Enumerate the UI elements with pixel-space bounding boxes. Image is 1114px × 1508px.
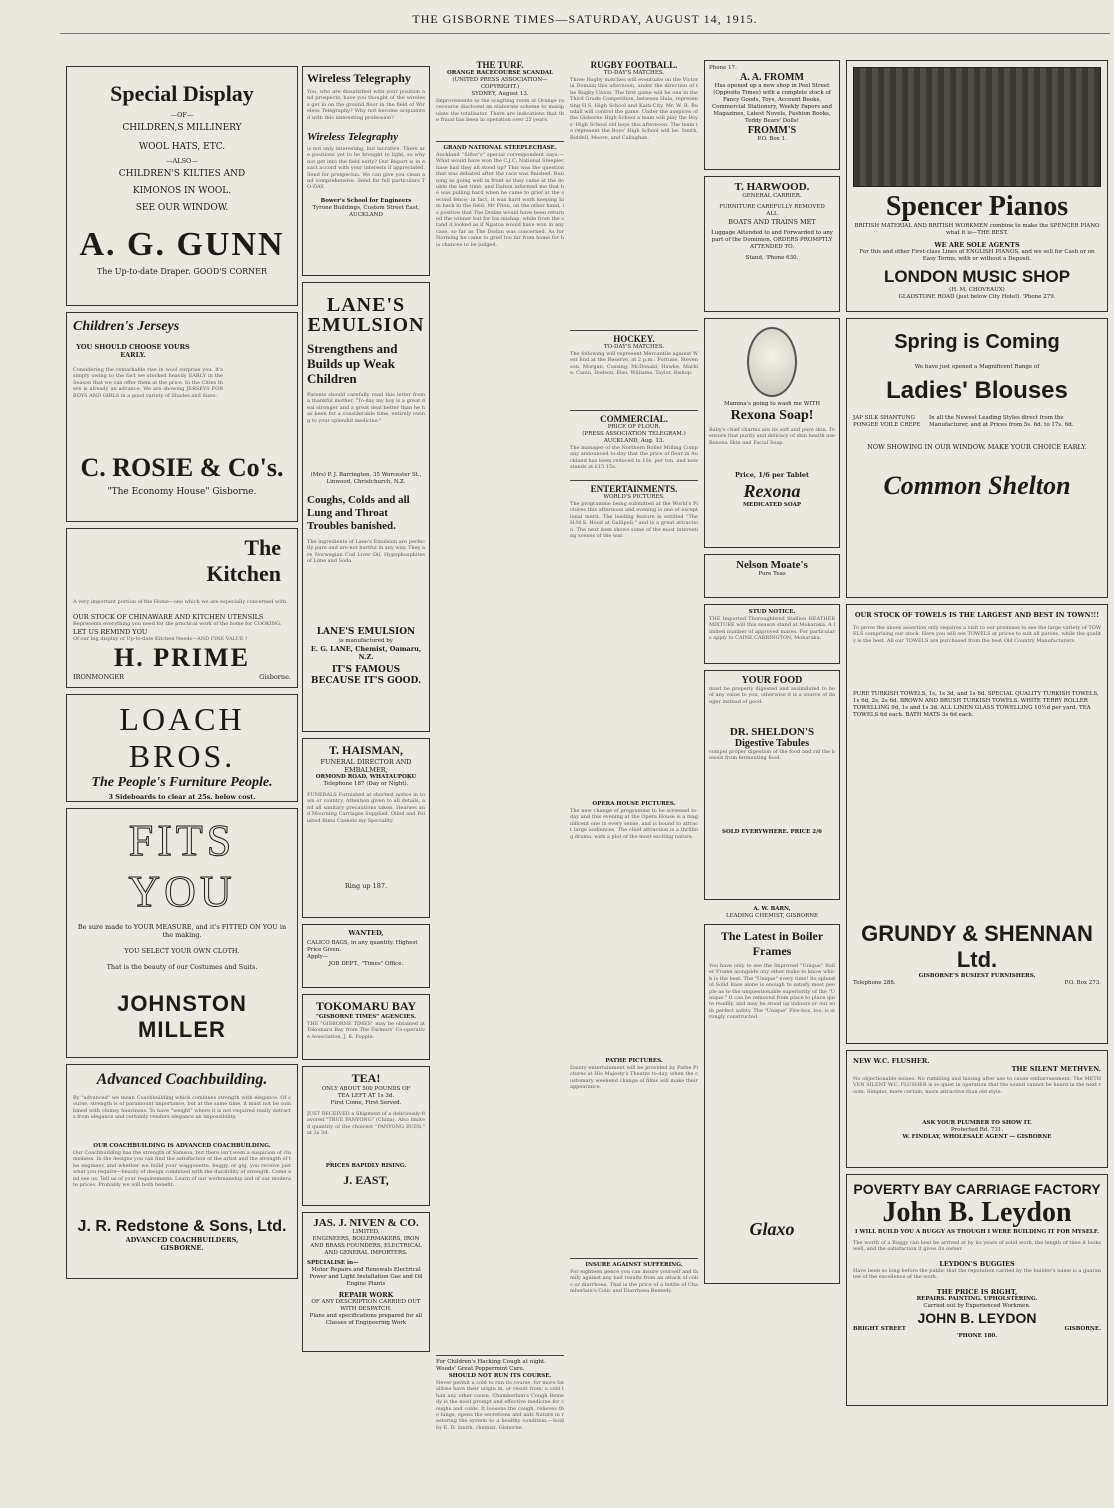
ad-sub: OUR COACHBUILDING IS ADVANCED COACHBUILDING. bbox=[93, 1143, 271, 1149]
ad-po: P.O. Box 273. bbox=[1064, 980, 1101, 986]
article-source: (UNITED PRESS ASSOCIATION—COPYRIGHT.) bbox=[452, 77, 548, 90]
boiler-ad bbox=[704, 924, 840, 1284]
special-display-ad bbox=[66, 66, 298, 306]
ad-list: PURE TURKISH TOWELS, 1s, 1s 3d, and 1s 6d. SPECIAL QUALITY TURKISH TOWELS, 1s 6d, 2s, 2s 6d. BROWN AND BRUSH TURKISH TOWELS. WHITE TERRY ROLLER TOWELLING 9d, 1s and 1s 3d. ALL LINEN GLASS TOWELLING 10½d per yard. TEA TOWELS 6d each. BATH MATS 3s 6d each. bbox=[853, 691, 1099, 718]
ad-line: YOU SELECT YOUR OWN CLOTH. bbox=[124, 947, 240, 955]
ad-price: Price, 1/6 per Tablet bbox=[734, 471, 810, 479]
ad-body: The ingredients of Lane's Emulsion are perfectly pure and are not hurtful in any way. They are Norwegian Cod Liver Oil, Hypophosphites of Lime and Soda. bbox=[307, 539, 425, 565]
ad-stand: Stand, 'Phone 630. bbox=[745, 255, 799, 261]
article-headline: PATHE PICTURES. bbox=[605, 1058, 663, 1064]
product-name: Rexona Soap! bbox=[730, 408, 814, 423]
advertiser-tag: ADVANCED COACHBUILDERS, bbox=[125, 1236, 239, 1244]
ad-title: Wireless Telegraphy bbox=[307, 71, 411, 85]
ad-line: I WILL BUILD YOU A BUGGY AS THOUGH I WERE BUILDING IT FOR MYSELF. bbox=[854, 1229, 1100, 1235]
ad-trade: FUNERAL DIRECTOR AND bbox=[320, 758, 412, 766]
column-4 bbox=[570, 60, 698, 1496]
article-source: (PRESS ASSOCIATION TELEGRAM.) bbox=[582, 431, 686, 437]
johnston-miller-ad bbox=[66, 808, 298, 1058]
ad-po: P.O. Box 1. bbox=[757, 136, 787, 142]
advertiser-address: Tyrone Buildings, Custom Street East, AUCKLAND bbox=[312, 205, 420, 218]
article-headline: SHOULD NOT RUN ITS COURSE. bbox=[448, 1373, 552, 1379]
ad-body: The worth of a Buggy can best be arrived at by its years of solid work, the length of time it looks well, and the satisfaction it gives its owner. bbox=[853, 1240, 1101, 1253]
piano-illustration bbox=[853, 67, 1101, 187]
ad-line: BOATS AND TRAINS MET bbox=[728, 218, 816, 226]
ad-trade: IRONMONGER bbox=[73, 673, 124, 681]
ad-title: Kitchen bbox=[206, 561, 281, 586]
product-name: Spencer Pianos bbox=[885, 191, 1069, 222]
manufacturer: E. G. LANE, Chemist, Oamaru, N.Z. bbox=[310, 645, 422, 661]
advertiser-name: LONDON MUSIC SHOP bbox=[883, 267, 1071, 286]
article-dateline: SYDNEY, August 13. bbox=[471, 91, 529, 97]
article-body: The manager of the Northern Roller Milling Company announced to-day that the price of flour in Auckland has been reduced to 10s. per ton, and now stands at £15 15s. bbox=[570, 445, 698, 471]
niven-ad bbox=[302, 1212, 430, 1352]
ad-line: BRITISH MATERIAL AND BRITISH WORKMEN combine to make the SPENCER PIANO what it is—THE BEST. bbox=[854, 223, 1100, 236]
advertiser-name: John B. Leydon bbox=[882, 1197, 1072, 1228]
section-title: THE TURF. bbox=[476, 60, 524, 70]
ad-body: compel proper digestion of the food and rid the bowels from fermenting food. bbox=[709, 749, 835, 762]
ad-line: —OF— bbox=[170, 111, 194, 119]
ad-line: REPAIRS. PAINTING. UPHOLSTERING. bbox=[916, 1296, 1038, 1302]
advertiser-owner: (H. M. CHOVEAUX) bbox=[949, 287, 1005, 293]
article-body: The following will represent Mercantile against West End at the Reserve, at 2 p.m.: Fortune, Stevenson, Morgan, Cussing, McDonald, Hawke, Markie, Canin, Dodson, Elso, Williams, Taylor, Bishop. bbox=[570, 351, 698, 377]
stud-ad bbox=[704, 604, 840, 664]
ad-line: LEYDON'S BUGGIES bbox=[939, 1260, 1015, 1268]
article-body: The programme being submitted at the World's Pictures this afternoon and evening is one of exceptional merit. The leading feature is entitled "The H.M.S. Hood at Gallipoli," and is a great attraction. The next item shows some of the most interesting scenes of the war. bbox=[570, 501, 698, 540]
ad-line: LIMITED, bbox=[352, 1229, 380, 1235]
prime-ad bbox=[66, 528, 298, 688]
ad-body: FUNERALS Furnished at shortest notice in town or country. Attention given to all details, and all sanitary precautions taken. Hearses and Mourning Carriages Supplied. Oiled and Polished Rimu Caskets my Speciality. bbox=[307, 792, 425, 824]
ad-headline: Coughs, Colds and all Lung and Throat Troubles banished. bbox=[307, 494, 410, 532]
fromm-ad bbox=[704, 60, 840, 170]
section-title: COMMERCIAL. bbox=[600, 414, 668, 424]
ad-line: 3 Sideboards to clear at 25s. below cost. bbox=[108, 793, 256, 801]
advertiser-name: T. HAISMAN, bbox=[328, 743, 404, 757]
product-name: LANE'S EMULSION bbox=[316, 627, 416, 637]
ad-phone: 'PHONE 180. bbox=[956, 1333, 998, 1339]
ad-trade: GENERAL CARRIER. bbox=[742, 193, 802, 199]
ad-caption: Mamma's going to wash me WITH bbox=[724, 401, 820, 407]
ad-body: Luggage Attended to and Forwarded to any part of the Dominion. ORDERS PROMPTLY ATTENDED TO. bbox=[711, 230, 833, 250]
ad-line: TEA LEFT AT 1s 3d. bbox=[337, 1093, 395, 1099]
ad-line: ALL bbox=[766, 211, 778, 217]
ad-line: SOLD EVERYWHERE. PRICE 2/6 bbox=[722, 829, 822, 835]
ad-line: WE ARE SOLE AGENTS bbox=[934, 241, 1020, 249]
section-title: RUGBY FOOTBALL. bbox=[590, 60, 678, 70]
ad-body: Represents everything you need for the practical work of the home for COOKING. bbox=[73, 621, 282, 627]
harwood-ad bbox=[704, 176, 840, 312]
ad-title: Wireless Telegraphy bbox=[307, 131, 399, 143]
ad-phone: Telephone 187 (Day or Night). bbox=[323, 781, 409, 787]
ad-title: Children's Jerseys bbox=[73, 319, 180, 334]
neuson-ad bbox=[704, 554, 840, 598]
ad-line: ASK YOUR PLUMBER TO SHOW IT. bbox=[922, 1120, 1032, 1126]
ad-title: STUD NOTICE. bbox=[748, 609, 796, 615]
tokomaru-ad bbox=[302, 994, 430, 1060]
wanted-ad bbox=[302, 924, 430, 988]
ad-body: Baby's chief charms are its soft and pure skin. To ensure that purity and delicacy of skin health use Rexona Skin and Facial Soap. bbox=[709, 427, 835, 446]
article-headline: WORLD'S PICTURES. bbox=[603, 494, 665, 500]
baby-illustration bbox=[747, 327, 797, 397]
advertiser-name: J. EAST, bbox=[343, 1173, 389, 1187]
barn-tag: LEADING CHEMIST, GISBORNE bbox=[725, 913, 819, 919]
article-body: Never permit a cold to run its course, for more fatalities have their origin in, or result from, a cold than any other cause. Chamberlain's Cough Remedy is the most prompt and effective medicine for coughs and colds. It loosens the cough, relieves the lungs, opens the secretions and aids Nature in restoring the system to a healthy condition.—Sold by E. D. Smith, chemist, Gisborne. bbox=[436, 1380, 564, 1431]
loach-ad bbox=[66, 694, 298, 802]
ad-body: THE "GISBORNE TIMES" may be obtained at Tokomaru Bay from The Farmers' Co-operative Association, J. K. Popple. bbox=[307, 1021, 425, 1040]
article-headline: ORANGE RACECOURSE SCANDAL bbox=[446, 70, 554, 76]
advertiser-tag: The People's Furniture People. bbox=[91, 775, 273, 790]
advertiser-name: H. PRIME bbox=[114, 643, 250, 672]
product-name: Nelson Moate's bbox=[736, 559, 808, 571]
leydon-ad bbox=[846, 1174, 1108, 1406]
ad-line: KIMONOS IN WOOL. bbox=[132, 186, 232, 196]
column-6 bbox=[846, 60, 1108, 1496]
ad-headline: OUR STOCK OF TOWELS IS THE LARGEST AND BEST IN TOWN!!! bbox=[854, 611, 1100, 619]
ad-line: First Come, First Served. bbox=[330, 1100, 402, 1106]
article-headline: INSURE AGAINST SUFFERING. bbox=[585, 1262, 683, 1268]
article-headline: PRICE OF FLOUR. bbox=[607, 424, 661, 430]
advertiser-address: GLADSTONE ROAD (just below City Hotel). 'Phone 279. bbox=[898, 294, 1056, 300]
article-body: Auckland "Sifter's" special correspondent says:—What would have won the C.J.C. National Steeplechase had they all stood up? This was the question that was debated after the race was finished. Running as going well in front as they came at the double the last time, and Dalton informed me that he was pulling hard when he came to grief at the second fence; in fact, it was hard work keeping him back in the field. Mr Flinn, on the other hand, is positive that The Dodan would have been returned the winner but for his mishap, while from the stand it looked as if Ngatoa would have won in any case, so far as The Dodan was concerned. As for Norming he came to grief too far from home for his chances to be judged. bbox=[436, 152, 564, 248]
grundy-ad bbox=[846, 604, 1108, 1044]
ad-line: PRICES RAPIDLY RISING. bbox=[325, 1163, 407, 1169]
advertiser-name: JAS. J. NIVEN & CO. bbox=[313, 1217, 419, 1229]
wireless-ad bbox=[302, 66, 430, 276]
tea-ad bbox=[302, 1066, 430, 1206]
ad-body: ENGINEERS, BOILERMAKERS, IRON AND BRASS FOUNDERS, ELECTRICAL AND GENERAL IMPORTERS. bbox=[310, 1236, 422, 1256]
ad-body: Considering the remarkable rise in wool surprise you. It's simply owing to the fact we stocked heavily EARLY in the Season that we can offer them at the price. In the Cities there is already an advance. We are showing JERSEYS FOR BOYS AND GIRLS in a good variety of Shades and Sizes. bbox=[73, 367, 223, 399]
article-headline: TO-DAY'S MATCHES. bbox=[603, 344, 665, 350]
advertiser-name: J. R. Redstone & Sons, Ltd. bbox=[77, 1218, 287, 1235]
ad-body: To prove the above assertion only requires a visit to our premises to see the large variety of TOWELS comprising our stock. Here you will see TOWELS at prices to suit all purses, while the quality is the best. All our TOWELS are purchased from the best Old Country Manufacturers. bbox=[853, 625, 1101, 644]
ad-body: Have been so long before the public that the reputation carried by the builder's name is a guarantee of the excellence of the work. bbox=[853, 1268, 1101, 1281]
ad-sign: FROMM'S bbox=[747, 125, 797, 136]
column-1 bbox=[66, 66, 298, 1496]
ad-line: CHILDREN,S MILLINERY bbox=[122, 123, 242, 133]
ad-line: For this and other First-class Lines of ENGLISH PIANOS, and we sell for Cash or on Easy Terms, with or without a Deposit. bbox=[859, 249, 1095, 262]
ad-headline: Ladies' Blouses bbox=[886, 377, 1068, 404]
ad-title: The Latest in Boiler Frames bbox=[720, 929, 824, 958]
ad-body: Of our big display of Up-to-date Kitchen Needs—AND FINE VALUE ! bbox=[73, 636, 248, 642]
ad-line: Protected Rd. 731. bbox=[950, 1127, 1004, 1133]
lanes-emulsion-ad bbox=[302, 282, 430, 732]
ad-line: LET US REMIND YOU bbox=[73, 628, 148, 636]
ad-body: JUST RECEIVED a Shipment of a deliciously-flavored "TRUE PANYONG" (China). Also limited quantity of the choicest "PANYONG BUDS," at 2s 3d. bbox=[307, 1111, 425, 1137]
ad-sub: "GISBORNE TIMES" AGENCIES. bbox=[315, 1014, 417, 1020]
ad-line: Ring up 187. bbox=[344, 882, 388, 890]
ad-line: We have just opened a Magnificent Range of bbox=[914, 364, 1040, 370]
haisman-ad bbox=[302, 738, 430, 918]
ad-title: Special Display bbox=[110, 81, 254, 106]
advertiser-name: W. FINDLAY, WHOLESALE AGENT — GISBORNE bbox=[902, 1134, 1052, 1140]
ad-slogan: IT'S FAMOUS BECAUSE IT'S GOOD. bbox=[310, 665, 422, 686]
ad-line: ONLY ABOUT 500 POUNDS OF bbox=[321, 1086, 411, 1092]
ad-city: Gisborne. bbox=[259, 673, 291, 681]
ad-title: YOUR FOOD bbox=[741, 675, 803, 686]
glaxo-logo: Glaxo bbox=[749, 1219, 795, 1239]
ad-line: OF ANY DESCRIPTION CARRIED OUT WITH DESPATCH. bbox=[311, 1299, 421, 1312]
ad-body: THE Imported Thoroughbred Stallion HEATHER MIXTURE will this season stand at Mokaraka. A limited number of approved mares. For particulars apply to CAINE CARRINGTON, Mokaraka. bbox=[709, 616, 835, 642]
advertiser-logo: Common Shelton bbox=[883, 471, 1071, 500]
ad-title: FITS YOU bbox=[128, 816, 236, 916]
advertiser-name: T. HARWOOD. bbox=[734, 181, 810, 193]
ad-line: —ALSO— bbox=[166, 157, 198, 165]
article-body: For eighteen pence you can insure yourself and family against any bad results from an attack of colic or diarrhoea. That is the price of a bottle of Chamberlain's Colic and Diarrhoea Remedy. bbox=[570, 1269, 698, 1295]
advertiser-tag: The Up-to-date Draper. GOOD'S CORNER bbox=[96, 267, 268, 276]
article-body: Improvements to the scagiting room at Orange racecourse disclosed an elaborate scheme to manipulate the totalisator. There are indications that the fraud has been in operation over 25 years. bbox=[436, 98, 564, 124]
masthead bbox=[60, 8, 1110, 34]
article-note: For Children's Hacking Cough at night. Woods' Great Peppermint Cure. bbox=[436, 1359, 546, 1372]
sheldon-ad bbox=[704, 670, 840, 900]
ad-body: By "advanced" we mean Coachbuilding which combines strength with elegance. Of course, strength is of paramount importance, but at the same time, it must not be combined with clumsy heaviness. To have "weight" where it is not required really detracts from elegance and certainly renders elegance an impossibility. bbox=[73, 1095, 291, 1121]
ad-line: OUR STOCK OF CHINAWARE AND KITCHEN UTENSILS bbox=[73, 613, 264, 621]
ad-title: TEA! bbox=[351, 1071, 381, 1085]
column-5 bbox=[704, 60, 840, 1496]
ad-sub: YOU SHOULD CHOOSE YOURS EARLY. bbox=[76, 343, 190, 359]
ad-phone: Telephone 288. bbox=[853, 980, 896, 986]
column-3 bbox=[436, 60, 564, 1496]
rexona-ad bbox=[704, 318, 840, 548]
ad-line: NOW SHOWING IN OUR WINDOW. MAKE YOUR CHOICE EARLY. bbox=[867, 443, 1087, 451]
ad-body: Our Coachbuilding has the strength of Samson, but there isn't even a suspicion of clumsiness. In the designs you can find the satisfaction of the artist and the strength of the engineer, and whether we build your waggonette, buggy, or gig, you receive just what you require—beauty of design combined with the durability of strength. Come and see us. Tell us of your requirements. Learn of our workmanship and of our moderate prices. Probably we will both benefit. bbox=[73, 1150, 291, 1189]
spring-ad bbox=[846, 318, 1108, 598]
ad-line: Apply— bbox=[307, 954, 329, 960]
product-name: DR. SHELDON'S bbox=[729, 726, 815, 738]
ad-body: A very important portion of the Home—one which we are especially concerned with. bbox=[73, 599, 288, 605]
article-dateline: AUCKLAND, Aug. 13. bbox=[603, 438, 665, 444]
flusher-ad bbox=[846, 1050, 1108, 1168]
ad-title: TOKOMARU BAY bbox=[315, 999, 417, 1013]
barn-name: A. W. BARN, bbox=[753, 906, 791, 912]
ad-trade: EMBALMER, bbox=[344, 766, 388, 774]
ad-body: Parents should carefully read this letter from a thankful mother. "To-day my boy is a great deal stronger and a great deal better than he has been for a considerable time, entirely owing to your splendid medicine." bbox=[307, 392, 425, 424]
product-sub: MEDICATED SOAP bbox=[742, 502, 802, 508]
ad-title: WANTED, bbox=[348, 929, 384, 937]
ad-line: In all the Newest Leading Styles direct from the Manufacturer, and at Prices from 5s. 6d. to 17s. 6d. bbox=[929, 415, 1074, 428]
redstone-ad bbox=[66, 1064, 298, 1279]
ad-line: JOB DEPT., "Times" Office. bbox=[328, 961, 404, 967]
ad-body: No objectionable noises. No rumbling and hissing after use to cause embarrassment. The METHVEN SILENT W.C. FLUSHER is so quiet in operation that the sound cannot be heard in the next room. Simpler, more certain, more attractive than old style. bbox=[853, 1076, 1101, 1095]
ad-title: The bbox=[244, 535, 281, 560]
article-headline: TO-DAY'S MATCHES. bbox=[603, 70, 665, 76]
ad-body: is not only interesting, but lucrative. There are positions yet to be brought to light, so why not get into the field early? Our Report is in exact accord with your interests if appreciated. Send for prospectus. We can give you clean and comprehensive. Send for full particulars TO-DAY. bbox=[307, 146, 425, 191]
ad-line: CHILDREN'S KILTIES AND bbox=[118, 169, 246, 179]
ad-city: GISBORNE. bbox=[1064, 1326, 1101, 1332]
ad-line: THE PRICE IS RIGHT, bbox=[936, 1288, 1018, 1296]
column-2 bbox=[302, 66, 430, 1496]
advertiser-name: GRUNDY & SHENNAN Ltd. bbox=[861, 921, 1093, 972]
advertiser-name: Bower's School for Engineers bbox=[320, 198, 412, 204]
ad-title: Spring is Coming bbox=[894, 331, 1060, 353]
ad-title: LANE'S EMULSION bbox=[307, 294, 425, 336]
ad-body: Has opened up a new shop in Peel Street (Opposite Times) with a complete stock of Fancy Goods, Toys, Account Books, Commercial Stationery, Weekly Papers and Magazines, Latest Novels, Fashion Books, Teddy Bears' Dolls! bbox=[711, 83, 832, 124]
section-title: ENTERTAINMENTS. bbox=[590, 484, 678, 494]
advertiser-tag: GISBORNE'S BUSIEST FURNISHERS, bbox=[918, 973, 1036, 979]
advertiser-city: GISBORNE. bbox=[160, 1244, 204, 1252]
rosie-ad bbox=[66, 312, 298, 522]
ad-body: You have only to see the Improved "Unique" Boiler Frame alongside any other make to know which is the best. The "Unique" every time! Its splendid Solid Base alone is enough to satisfy most people as to the unquestionable superiority of the "Unique." It can be removed from place to place quite readily, and may be stood up indoors or out with perfect safety. The "Unique" Fire-box, too, is strongly constructed. bbox=[709, 963, 835, 1021]
advertiser-name: C. ROSIE & Co's. bbox=[80, 453, 284, 482]
ad-address: BRIGHT STREET bbox=[853, 1326, 906, 1332]
ad-line: That is the beauty of our Costumes and Suits. bbox=[106, 963, 258, 971]
article-headline: GRAND NATIONAL STEEPLECHASE. bbox=[443, 145, 557, 151]
advertiser-name: LOACH BROS. bbox=[119, 701, 245, 774]
ad-headline: POVERTY BAY CARRIAGE FACTORY bbox=[853, 1181, 1101, 1197]
advertiser-name: JOHNSTON MILLER bbox=[117, 991, 247, 1042]
spencer-ad bbox=[846, 60, 1108, 312]
advertiser-name: A. A. FROMM bbox=[740, 72, 804, 83]
article-headline: OPERA HOUSE PICTURES. bbox=[592, 801, 676, 807]
ad-line: FURNITURE CAREFULLY REMOVED bbox=[719, 204, 825, 210]
ad-line: Carried out by Experienced Workmen. bbox=[923, 1303, 1031, 1309]
ad-line: Be sure made to YOUR MEASURE, and it's FITTED ON YOU in the making. bbox=[77, 923, 287, 939]
product-sub: Pure Teas bbox=[758, 571, 786, 577]
ad-address: ORMOND ROAD, WHATAUPOKU bbox=[315, 774, 417, 780]
article-body: Dainty entertainment will be provided by Pathe Pictures at His Majesty's Theatre to-day, when the customary weekend change of films will make their appearance. bbox=[570, 1065, 698, 1091]
ad-body: must be properly digested and assimilated to be of any value to you, otherwise it is a source of danger instead of good. bbox=[709, 686, 835, 705]
ad-body: CALICO BAGS, in any quantity. Highest Price Given. bbox=[307, 940, 418, 953]
ad-title: NEW W.C. FLUSHER. bbox=[853, 1057, 930, 1065]
ad-fabrics: JAP SILK SHANTUNG PONGEE VOILE CREPE bbox=[853, 415, 921, 428]
ad-line: SEE OUR WINDOW. bbox=[135, 203, 229, 213]
ad-phone: Phone 17. bbox=[709, 65, 737, 71]
article-body: The new change of programme to be screened to-day and this evening at the Opera House is a magnificent one in every sense, and is bound to attract large audiences. The chief attraction is a thrilling drama, with a plot of the most exciting nature. bbox=[570, 808, 698, 840]
ad-body: Motor Repairs and Renewals Electrical Power and Light Installation Gas and Oil Engine Plants bbox=[309, 1267, 423, 1287]
ad-headline: Strengthens and Builds up Weak Children bbox=[307, 341, 398, 386]
advertiser-name: JOHN B. LEYDON bbox=[917, 1310, 1037, 1326]
masthead-text: THE GISBORNE TIMES—SATURDAY, AUGUST 14, 1915. bbox=[412, 12, 758, 26]
ad-line: REPAIR WORK bbox=[338, 1291, 394, 1299]
ad-body: You, who are dissatisfied with your position and prospects, have you thought of the wireless get in on the ground floor in the field of Wireless Telegraphy? Why not become acquainted with this interesting profession? bbox=[307, 89, 425, 121]
product-sub: Digestive Tabules bbox=[734, 738, 810, 749]
advertiser-name: A. G. GUNN bbox=[79, 226, 285, 263]
ad-line: SPECIALISE in— bbox=[307, 1260, 359, 1266]
ad-title: Advanced Coachbuilding. bbox=[96, 1071, 268, 1088]
ad-line: is manufactured by bbox=[339, 638, 393, 644]
section-title: HOCKEY. bbox=[613, 334, 655, 344]
ad-line: Plans and specifications prepared for all Classes of Engineering Work bbox=[309, 1313, 423, 1326]
ad-signature: (Mrs) P. J. Barrington, 35 Worcester St., Linwood, Christchurch, N.Z. bbox=[310, 472, 422, 485]
product-logo: Rexona bbox=[743, 481, 801, 501]
ad-line: WOOL HATS, ETC. bbox=[138, 142, 226, 152]
article-body: Three Rugby matches will eventuate on the Victoria Domain this afternoon, under the direction of the Rugby Union. The first game will be one in the Third Grade Competition, between Huia, representing H.S. High School and Kaiti-City. Mr. W. R. Bundall will control the game. Under the auspices of the Gisborne High School a team will play the Boys' High School old boys this afternoon. The team to represent the Boys' High School will be: Smith, Riddell, Moore, and Callaghan. bbox=[570, 77, 698, 141]
ad-sub: THE SILENT METHVEN. bbox=[1011, 1065, 1101, 1073]
advertiser-tag: "The Economy House" Gisborne. bbox=[107, 487, 257, 497]
